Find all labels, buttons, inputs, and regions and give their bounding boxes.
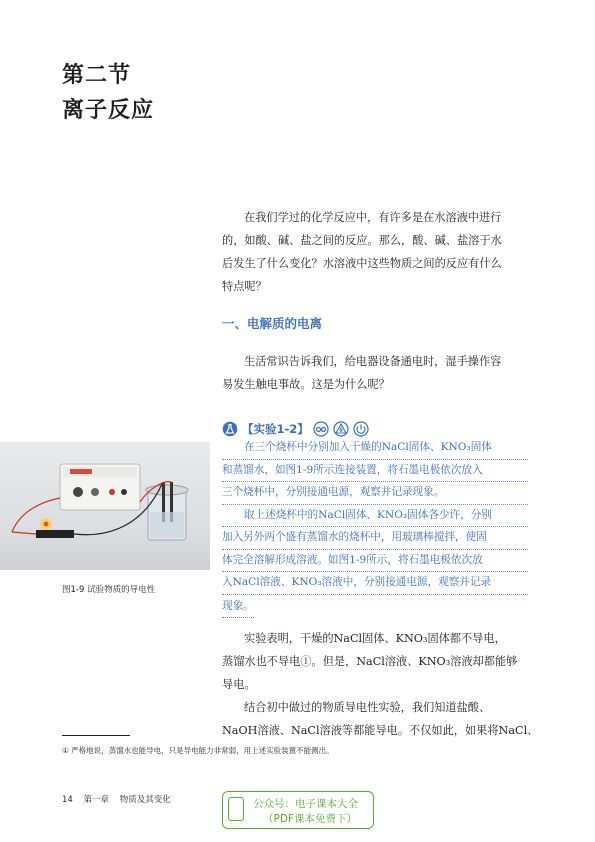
goggles-icon [313,421,329,437]
intro-line: 特点呢？ [222,280,267,293]
section-number: 第二节 [62,63,132,88]
stamp-line1: 公众号：电子课本大全 [253,798,358,810]
electric-warning-icon [333,421,349,437]
chapter-title: 物质及其变化 [119,795,171,805]
paragraph-line: 蒸馏水也不导电①。但是，NaCl溶液、KNO₃溶液却都能够 [222,655,518,668]
experiment-header [222,421,369,437]
page-number: 14 [62,795,73,805]
watermark-stamp [222,791,374,829]
experiment-line: 入NaCl溶液、KNO₃溶液中，分别接通电源，观察并记录 [222,572,528,595]
chapter-label: 第一章 [83,795,110,805]
footnote-rule [62,735,130,736]
paragraph-line: 实验表明，干燥的NaCl固体、KNO₃固体都不导电， [244,632,506,645]
experiment-line: 三个烧杯中，分别接通电源，观察并记录现象。 [222,482,528,505]
experiment-line: 体完全溶解形成溶液。如图1-9所示，将石墨电极依次放 [222,550,528,573]
paragraph-line: 结合初中做过的物质导电性实验，我们知道盐酸、 [244,701,491,714]
experiment-line: 加入另外两个盛有蒸馏水的烧杯中，用玻璃棒搅拌，使固 [222,527,528,550]
paragraph-line: 易发生触电事故。这是为什么呢？ [222,378,390,391]
figure-photo [0,442,210,570]
page-title: 离子反应 [62,98,155,123]
experiment-line: 和蒸馏水，如图1-9所示连接装置，将石墨电极依次放入 [222,460,528,483]
intro-line: 后发生了什么变化？水溶液中这些物质之间的反应有什么 [222,257,502,270]
experiment-text [222,437,528,618]
intro-line: 在我们学过的化学反应中，有许多是在水溶液中进行 [244,211,502,224]
paragraph-line: NaOH溶液、NaCl溶液等都能导电。不仅如此，如果将NaCl、 [222,724,539,737]
experiment-line: 现象。 [222,596,254,619]
page-footer [62,793,179,805]
intro-paragraph [222,206,528,298]
result-paragraph [222,627,539,742]
footnote: ① 严格地说，蒸馏水也能导电，只是导电能力非常弱，用上述实验装置不能测出。 [62,746,334,755]
conductivity-apparatus-illustration [0,442,210,570]
paragraph-line: 导电。 [222,678,256,691]
book-icon [228,797,244,821]
figure-caption: 图1-9 试验物质的导电性 [62,585,156,595]
question-paragraph [222,350,528,396]
experiment-title: 【实验1-2】 [242,422,309,436]
intro-line: 的，如酸、碱、盐之间的反应。那么，酸、碱、盐溶于水 [222,234,502,247]
paragraph-line: 生活常识告诉我们，给电器设备通电时，湿手操作容 [244,355,502,368]
experiment-icon [222,421,238,437]
stamp-line2: （PDF课本免费下） [263,813,357,825]
experiment-line: 取上述烧杯中的NaCl固体、KNO₃固体各少许，分别 [222,505,528,528]
experiment-line: 在三个烧杯中分别加入干燥的NaCl固体、KNO₃固体 [222,437,528,460]
power-icon [353,421,369,437]
section-heading: 一、电解质的电离 [222,316,323,331]
